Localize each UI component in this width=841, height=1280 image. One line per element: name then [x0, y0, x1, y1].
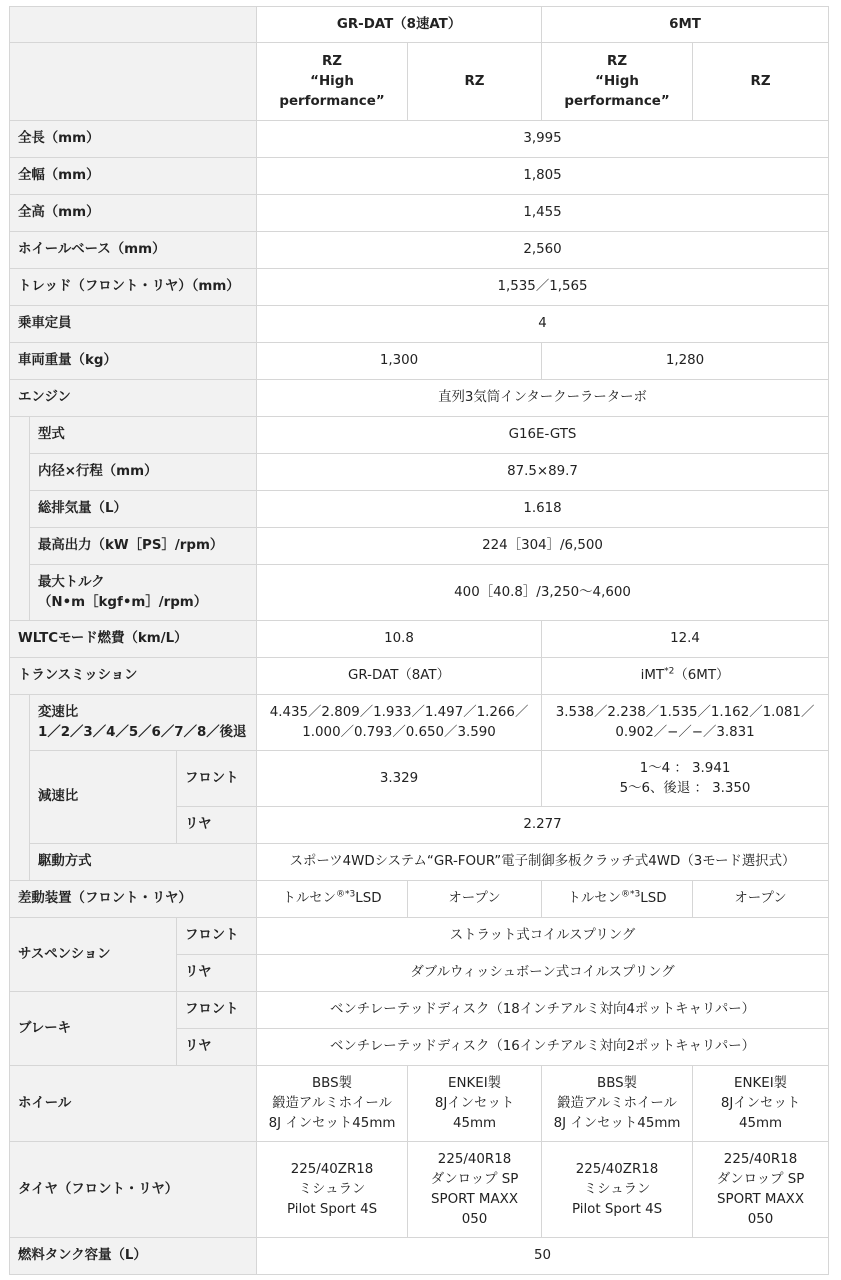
row-gear-ratio: 変速比 1／2／3／4／5／6／7／8／後退 4.435／2.809／1.933／1.497／1.266／ 1.000／0.793／0.650／3.590 3.538／2.238／1.535／1.162／1.081／ 0.902／−／−／3.831 [10, 695, 829, 751]
grade-rz: RZ [693, 43, 829, 121]
row-capacity: 乗車定員 4 [10, 306, 829, 343]
row-diff: 差動装置（フロント・リヤ） トルセン$^{®*3}$LSD オープン トルセン$^{®*3}$LSD オープン [10, 881, 829, 918]
row-model: 型式 G16E-GTS [10, 417, 829, 454]
grade-rz-high-performance: RZ “High performance” [257, 43, 408, 121]
row-torque: 最大トルク （N•m［kgf•m］/rpm） 400［40.8］/3,250〜4,600 [10, 565, 829, 621]
row-tread: トレッド（フロント・リヤ）（mm） 1,535／1,565 [10, 269, 829, 306]
row-bore: 内径×行程（mm） 87.5×89.7 [10, 454, 829, 491]
row-fuel-tank: 燃料タンク容量（L） 50 [10, 1238, 829, 1275]
header-row-grade [10, 43, 829, 121]
row-displacement: 総排気量（L） 1.618 [10, 491, 829, 528]
corner-cell [10, 7, 257, 43]
row-wheel: ホイール BBS製 鍛造アルミホイール 8J インセット45mm ENKEI製 8Jインセット 45mm BBS製 鍛造アルミホイール 8J インセット45mm ENKEI製 8Jインセット 45mm [10, 1066, 829, 1142]
row-suspension-rear: リヤ ダブルウィッシュボーン式コイルスプリング [10, 955, 829, 992]
row-brake-front: ブレーキ フロント ベンチレーテッドディスク（18インチアルミ対向4ポットキャリパー） [10, 992, 829, 1029]
transmission-mt: iMT$^{*2}$（6MT） [542, 658, 829, 695]
row-height: 全高（mm） 1,455 [10, 195, 829, 232]
row-weight: 車両重量（kg） 1,300 1,280 [10, 343, 829, 380]
row-reduction-front: 減速比 フロント 3.329 1〜4 ： 3.941 5〜6、後退 ： 3.350 [10, 751, 829, 807]
grade-rz: RZ [408, 43, 542, 121]
row-wltc: WLTCモード燃費（km/L） 10.8 12.4 [10, 621, 829, 658]
corner-cell [10, 43, 257, 121]
row-tire: タイヤ（フロント・リヤ） 225/40ZR18 ミシュラン Pilot Sport 4S 225/40R18 ダンロップ SP SPORT MAXX 050 225/40ZR18 ミシュラン Pilot Sport 4S 225/40R18 ダンロップ SP SPORT MAXX 050 [10, 1142, 829, 1238]
row-power: 最高出力（kW［PS］/rpm） 224［304］/6,500 [10, 528, 829, 565]
row-drive: 駆動方式 スポーツ4WDシステム“GR-FOUR”電子制御多板クラッチ式4WD（3モード選択式） [10, 844, 829, 881]
row-engine: エンジン 直列3気筒インタークーラーターボ [10, 380, 829, 417]
row-brake-rear: リヤ ベンチレーテッドディスク（16インチアルミ対向2ポットキャリパー） [10, 1029, 829, 1066]
row-reduction-rear: リヤ 2.277 [10, 807, 829, 844]
row-transmission: トランスミッション GR-DAT（8AT） iMT$^{*2}$（6MT） [10, 658, 829, 695]
header-6mt: 6MT [542, 7, 829, 43]
grade-rz-high-performance: RZ “High performance” [542, 43, 693, 121]
row-width: 全幅（mm） 1,805 [10, 158, 829, 195]
row-suspension-front: サスペンション フロント ストラット式コイルスプリング [10, 918, 829, 955]
header-row-transmission [10, 7, 829, 43]
row-wheelbase: ホイールベース（mm） 2,560 [10, 232, 829, 269]
row-length: 全長（mm） 3,995 [10, 121, 829, 158]
spec-table [9, 6, 829, 1275]
header-gr-dat: GR-DAT（8速AT） [257, 7, 542, 43]
